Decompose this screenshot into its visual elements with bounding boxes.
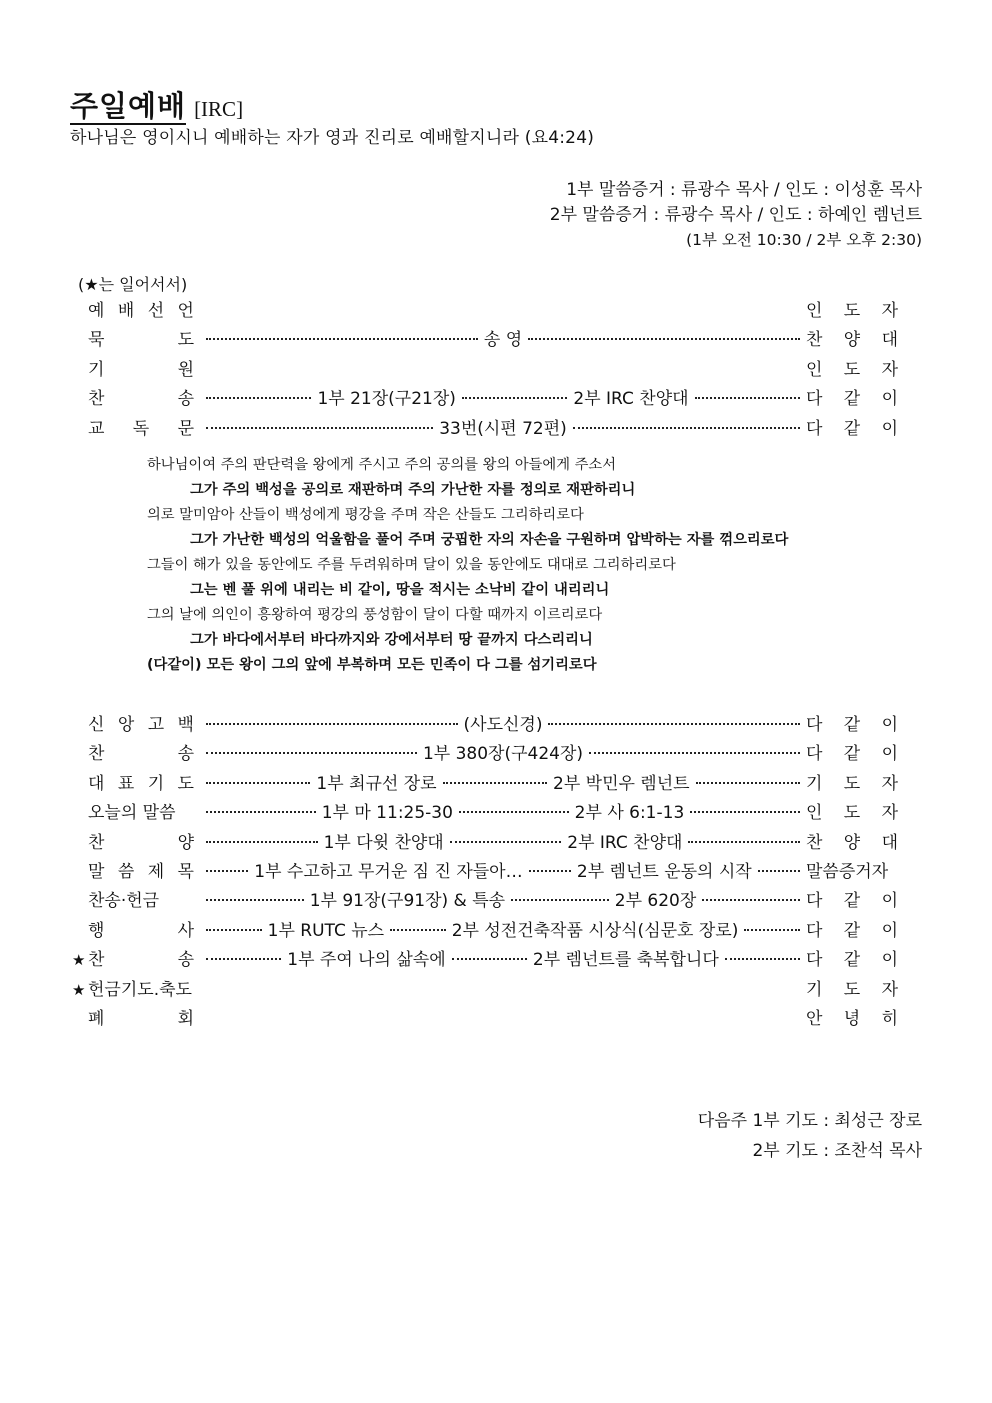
order-label-char: 찬: [88, 950, 105, 971]
order-of-worship-bottom: [72, 711, 898, 1034]
dot-leader: [206, 811, 316, 813]
order-role-char: 녕: [843, 1008, 861, 1029]
order-role-char: 이: [881, 744, 898, 765]
order-row: [72, 976, 898, 1005]
order-label-char: 회: [177, 1008, 194, 1029]
order-role: [806, 415, 898, 444]
dot-leader: [206, 427, 433, 429]
order-row: [72, 887, 898, 916]
service-2-item: 2부 박민우 렘넌트: [553, 773, 690, 794]
service-1-item: 1부 다윗 찬양대: [323, 832, 444, 853]
order-row: [72, 829, 898, 858]
order-label-char: 대: [88, 773, 105, 794]
dot-leader: [206, 958, 281, 960]
order-role-char: 양: [843, 330, 861, 351]
order-role-char: 다: [806, 715, 823, 735]
theme-verse: 하나님은 영이시니 예배하는 자가 영과 진리로 예배할지니라 (요4:24): [70, 128, 595, 148]
dot-leader: [573, 427, 800, 429]
order-label-char: 기: [88, 359, 105, 380]
standing-note: (★는 일어서서): [78, 275, 188, 294]
order-row: [72, 770, 898, 799]
order-role-char: 이: [881, 891, 898, 912]
order-detail: [200, 385, 806, 414]
order-label: [88, 858, 200, 887]
order-role-char: 기: [806, 979, 823, 1000]
reading-line-people: 그는 벤 풀 위에 내리는 비 같이, 땅을 적시는 소낙비 같이 내리리니: [190, 582, 610, 598]
order-label-char: 표: [117, 773, 135, 794]
order-role-char: 이: [881, 920, 898, 941]
order-detail: [200, 415, 806, 444]
order-label-char: 찬: [88, 832, 105, 853]
order-role: [806, 1005, 898, 1034]
dot-leader: [725, 958, 800, 960]
next-week-prayer: [698, 1106, 922, 1166]
dot-leader: [206, 782, 310, 784]
dot-leader: [206, 723, 458, 725]
order-of-worship-top: [72, 297, 898, 444]
dot-leader: [528, 338, 800, 340]
dot-leader: [688, 841, 800, 843]
standing-mark: ★: [72, 951, 86, 970]
order-label: [88, 946, 200, 975]
order-label: [88, 1005, 200, 1034]
order-label-char: 선: [147, 301, 165, 321]
reading-line-all: (다같이) 모든 왕이 그의 앞에 부복하며 모든 민족이 다 그를 섬기리로다: [147, 657, 597, 673]
order-role: [806, 711, 898, 740]
dot-leader: [206, 929, 262, 931]
order-label-char: 찬: [88, 744, 105, 765]
reading-line-leader: 하나님이여 주의 판단력을 왕에게 주시고 주의 공의를 왕의 아들에게 주소서: [147, 457, 617, 473]
order-role-char: 안: [806, 1008, 823, 1029]
order-role-char: 기: [806, 773, 823, 794]
page-title: [70, 84, 243, 125]
dot-leader: [744, 929, 800, 931]
dot-leader: [206, 397, 311, 399]
order-item: 33번(시편 72편): [439, 418, 567, 439]
order-label-char: 배: [117, 301, 135, 321]
dot-leader: [443, 782, 547, 784]
order-label-char: 양: [177, 832, 194, 853]
order-role: [806, 297, 898, 326]
reading-line-people: 그가 가난한 백성의 억울함을 풀어 주며 궁핍한 자의 자손을 구원하며 압박하는 자를 꺾으리로다: [190, 532, 789, 548]
order-label: 찬송·헌금: [88, 891, 160, 912]
order-label: [88, 829, 200, 858]
order-row: [72, 326, 898, 355]
service-2-item: 2부 렘넌트 운동의 시작: [576, 861, 752, 882]
service-2-item: 2부 렘넌트를 축복합니다: [532, 950, 719, 971]
order-role-char: 다: [806, 920, 823, 941]
order-role-char: 도: [843, 773, 861, 794]
service-1-item: 1부 21장(구21장): [317, 389, 456, 410]
order-label-char: 백: [177, 715, 194, 735]
order-role-char: 도: [843, 803, 861, 824]
order-role: [806, 917, 898, 946]
dot-leader: [206, 841, 318, 843]
title-main: 주일예배: [70, 89, 187, 123]
order-role-char: 인: [806, 359, 823, 380]
order-role-char: 같: [843, 920, 861, 941]
order-role-char: 자: [881, 301, 898, 321]
reading-line-people: 그가 주의 백성을 공의로 재판하며 주의 가난한 자를 정의로 재판하리니: [190, 482, 636, 498]
next-week-line-2: 2부 기도 : 조찬석 목사: [752, 1141, 922, 1161]
dot-leader: [462, 397, 567, 399]
order-label-char: 독: [132, 418, 150, 439]
order-label-char: 행: [88, 920, 105, 941]
order-label: 헌금기도.축도: [88, 979, 192, 1000]
order-label-char: 도: [177, 773, 194, 794]
dot-leader: [548, 723, 800, 725]
order-label-char: 교: [88, 418, 105, 439]
order-label-char: 앙: [117, 715, 135, 735]
order-role-char: 같: [843, 891, 861, 912]
dot-leader: [690, 811, 800, 813]
dot-leader: [452, 958, 527, 960]
order-item: 송 영: [483, 330, 523, 351]
order-role-char: 인: [806, 803, 823, 824]
order-role-char: 대: [881, 330, 898, 351]
order-role-char: 자: [881, 359, 898, 380]
dot-leader: [390, 929, 446, 931]
order-label-char: 신: [88, 715, 105, 735]
title-tag: [IRC]: [194, 97, 244, 121]
order-role-char: 이: [881, 950, 898, 971]
service-1-item: 1부 91장(구91장) & 특송: [309, 891, 506, 912]
order-role-char: 다: [806, 389, 823, 410]
order-role-char: 찬: [806, 330, 823, 351]
responsive-reading: [147, 453, 867, 678]
order-row: [72, 946, 898, 975]
order-role-char: 다: [806, 950, 823, 971]
order-label-char: 찬: [88, 389, 105, 410]
order-role-char: 자: [881, 803, 898, 824]
service-2-item: 2부 사 6:1-13: [574, 803, 685, 824]
order-role: [806, 385, 898, 414]
service-1-item: 1부 380장(구424장): [422, 744, 584, 765]
order-row: [72, 297, 898, 326]
dot-leader: [459, 811, 569, 813]
service-2-item: 2부 IRC 찬양대: [567, 832, 683, 853]
order-role-char: 이: [881, 389, 898, 410]
order-label-char: 제: [147, 861, 165, 882]
order-detail: [200, 740, 806, 769]
order-label-char: 송: [177, 389, 194, 410]
dot-leader: [511, 899, 609, 901]
dot-leader: [206, 870, 248, 872]
order-label-char: 송: [177, 950, 194, 971]
order-row: [72, 799, 898, 828]
service-2-item: 2부 IRC 찬양대: [573, 389, 689, 410]
order-row: [72, 711, 898, 740]
service-2-item: 2부 620장: [614, 891, 697, 912]
reading-line-leader: 그의 날에 의인이 흥왕하여 평강의 풍성함이 달이 다할 때까지 이르리로다: [147, 607, 603, 623]
service-1-item: 1부 마 11:25-30: [321, 803, 453, 824]
order-role-char: 대: [881, 832, 898, 853]
dot-leader: [589, 752, 800, 754]
order-role: [806, 887, 898, 916]
order-label-char: 사: [177, 920, 194, 941]
order-role-char: 도: [843, 979, 861, 1000]
order-detail: [200, 829, 806, 858]
order-label: [88, 711, 200, 740]
dot-leader: [758, 870, 800, 872]
order-role-char: 다: [806, 744, 823, 765]
order-role-char: 같: [843, 418, 861, 439]
order-label: [88, 297, 200, 326]
order-role-char: 자: [881, 773, 898, 794]
order-label: [88, 326, 200, 355]
standing-mark: ★: [72, 980, 86, 999]
order-label: [88, 770, 200, 799]
order-label-char: 송: [177, 744, 194, 765]
order-label: 오늘의 말씀: [88, 803, 176, 824]
order-role: 말씀증거자: [806, 861, 889, 882]
dot-leader: [696, 782, 800, 784]
order-role-char: 같: [843, 950, 861, 971]
order-label-char: 문: [177, 418, 194, 439]
next-week-line-1: 다음주 1부 기도 : 최성근 장로: [697, 1111, 922, 1131]
preacher-line-1: 1부 말씀증거 : 류광수 목사 / 인도 : 이성훈 목사: [566, 180, 922, 200]
order-role-char: 양: [843, 832, 861, 853]
order-role: [806, 946, 898, 975]
order-detail: [200, 314, 806, 316]
dot-leader: [695, 397, 800, 399]
order-label-char: 폐: [88, 1008, 105, 1029]
preacher-line-2: 2부 말씀증거 : 류광수 목사 / 인도 : 하예인 렘넌트: [549, 205, 922, 225]
reading-line-people: 그가 바다에서부터 바다까지와 강에서부터 땅 끝까지 다스리리니: [190, 632, 593, 648]
order-row: [72, 415, 898, 444]
order-role-char: 도: [843, 359, 861, 380]
order-row: [72, 356, 898, 385]
order-role: [806, 829, 898, 858]
order-detail: [200, 326, 806, 355]
order-label: [88, 917, 200, 946]
order-role-char: 도: [843, 301, 861, 321]
order-role-char: 이: [881, 715, 898, 735]
order-detail: [200, 1022, 806, 1024]
order-row: [72, 917, 898, 946]
order-role: [806, 356, 898, 385]
service-1-item: 1부 최규선 장로: [316, 773, 437, 794]
order-role-char: 자: [881, 979, 898, 1000]
dot-leader: [450, 841, 562, 843]
dot-leader: [206, 338, 478, 340]
order-label: [88, 385, 200, 414]
order-role-char: 같: [843, 715, 861, 735]
order-detail: [200, 373, 806, 375]
order-row: [72, 858, 898, 887]
order-label-char: 원: [177, 359, 194, 380]
order-detail: [200, 946, 806, 975]
order-detail: [200, 858, 806, 887]
order-role: [806, 740, 898, 769]
order-item: (사도신경): [463, 715, 543, 735]
service-times: (1부 오전 10:30 / 2부 오후 2:30): [686, 231, 922, 249]
service-1-item: 1부 주여 나의 삶속에: [287, 950, 446, 971]
order-role: [806, 976, 898, 1005]
order-detail: [200, 917, 806, 946]
order-label-char: 기: [147, 773, 165, 794]
order-label: [88, 356, 200, 385]
service-2-item: 2부 성전건축작품 시상식(심문호 장로): [451, 920, 739, 941]
order-role-char: 찬: [806, 832, 823, 853]
order-role-char: 이: [881, 418, 898, 439]
order-role-char: 같: [843, 389, 861, 410]
order-row: [72, 385, 898, 414]
order-label-char: 고: [147, 715, 165, 735]
order-detail: [200, 711, 806, 740]
order-role-char: 히: [881, 1008, 898, 1029]
order-role-char: 인: [806, 301, 823, 321]
order-label-char: 도: [177, 330, 194, 351]
order-detail: [200, 770, 806, 799]
order-label-char: 목: [177, 861, 194, 882]
order-label-char: 묵: [88, 330, 105, 351]
order-role: [806, 770, 898, 799]
order-label: [88, 740, 200, 769]
order-label-char: 언: [177, 301, 194, 321]
reading-line-leader: 그들이 해가 있을 동안에도 주를 두려워하며 달이 있을 동안에도 대대로 그리하리로다: [147, 557, 676, 573]
order-label-char: 말: [88, 861, 105, 882]
dot-leader: [206, 752, 417, 754]
order-detail: [200, 799, 806, 828]
dot-leader: [529, 870, 571, 872]
dot-leader: [206, 899, 304, 901]
service-1-item: 1부 RUTC 뉴스: [267, 920, 385, 941]
order-role-char: 같: [843, 744, 861, 765]
order-role: [806, 799, 898, 828]
reading-line-leader: 의로 말미암아 산들이 백성에게 평강을 주며 작은 산들도 그리하리로다: [147, 507, 584, 523]
order-detail: [200, 887, 806, 916]
order-row: [72, 1005, 898, 1034]
service-1-item: 1부 수고하고 무거운 짐 진 자들아…: [254, 861, 523, 882]
order-detail: [200, 993, 806, 995]
order-role-char: 다: [806, 891, 823, 912]
order-label-char: 씀: [117, 861, 135, 882]
order-role-char: 다: [806, 418, 823, 439]
order-label: [88, 415, 200, 444]
order-label-char: 예: [88, 301, 105, 321]
order-row: [72, 740, 898, 769]
order-role: [806, 326, 898, 355]
preacher-info: [550, 178, 922, 253]
dot-leader: [702, 899, 800, 901]
